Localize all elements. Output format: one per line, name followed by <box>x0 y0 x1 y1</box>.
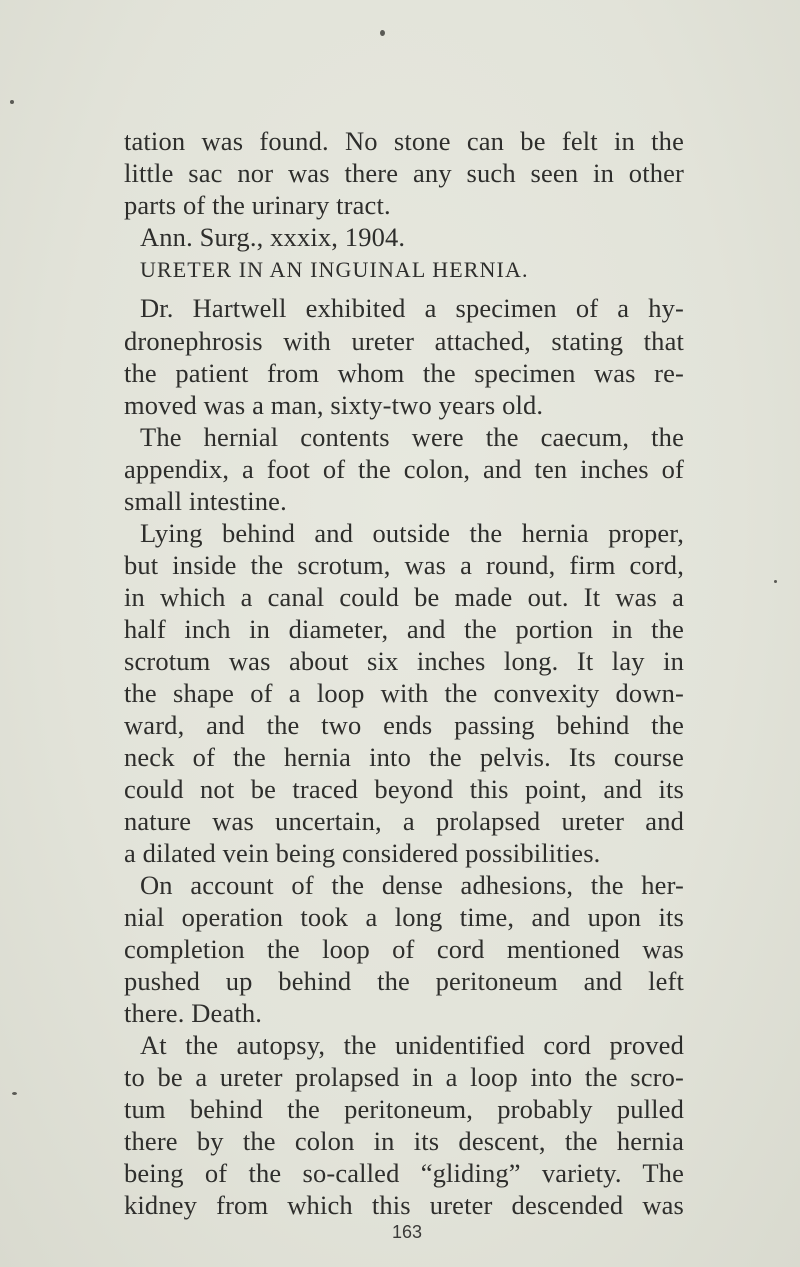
text-line: the shape of a loop with the convexity down- <box>124 678 684 708</box>
section-heading: URETER IN AN INGUINAL HERNIA. <box>140 257 529 282</box>
citation: Ann. Surg., xxxix, 1904. <box>140 222 406 252</box>
text-line: in which a canal could be made out. It was a <box>124 582 684 612</box>
text-line: to be a ureter prolapsed in a loop into the scro- <box>124 1062 684 1092</box>
text-line: a dilated vein being considered possibilities. <box>124 838 601 868</box>
text-line: scrotum was about six inches long. It lay in <box>124 646 684 676</box>
text-line: there. Death. <box>124 998 263 1028</box>
text-line: The hernial contents were the caecum, the <box>140 422 684 452</box>
text-line: tation was found. No stone can be felt in the <box>124 126 684 156</box>
text-line: half inch in diameter, and the portion in the <box>124 614 684 644</box>
text-line: neck of the hernia into the pelvis. Its course <box>124 742 684 772</box>
text-line: At the autopsy, the unidentified cord proved <box>140 1030 684 1060</box>
paper-speck <box>12 1092 17 1095</box>
text-line: could not be traced beyond this point, and its <box>124 774 684 804</box>
text-line: little sac nor was there any such seen in other <box>124 158 684 188</box>
text-line: nature was uncertain, a prolapsed ureter and <box>124 806 684 836</box>
text-line: the patient from whom the specimen was re- <box>124 358 684 388</box>
text-line: nial operation took a long time, and upon its <box>124 902 684 932</box>
text-line: there by the colon in its descent, the hernia <box>124 1126 684 1156</box>
text-line: pushed up behind the peritoneum and left <box>124 966 684 996</box>
text-line: parts of the urinary tract. <box>124 190 391 220</box>
text-line: ward, and the two ends passing behind the <box>124 710 684 740</box>
text-line: Dr. Hartwell exhibited a specimen of a hy- <box>140 293 684 323</box>
paper-speck <box>10 100 14 104</box>
text-line: completion the loop of cord mentioned was <box>124 934 684 964</box>
text-line: kidney from which this ureter descended was <box>124 1190 684 1220</box>
paper-speck <box>774 580 777 583</box>
text-line: Lying behind and outside the hernia proper, <box>140 518 684 548</box>
page-number: 163 <box>392 1222 423 1242</box>
text-line: but inside the scrotum, was a round, firm cord, <box>124 550 684 580</box>
paper-speck <box>380 30 385 36</box>
text-line: moved was a man, sixty-two years old. <box>124 390 544 420</box>
text-line: tum behind the peritoneum, probably pulled <box>124 1094 684 1124</box>
text-line: being of the so-called “gliding” variety. The <box>124 1158 684 1188</box>
text-line: dronephrosis with ureter attached, stating that <box>124 326 684 356</box>
text-line: small intestine. <box>124 486 287 516</box>
text-line: appendix, a foot of the colon, and ten inches of <box>124 454 684 484</box>
text-line: On account of the dense adhesions, the her- <box>140 870 684 900</box>
